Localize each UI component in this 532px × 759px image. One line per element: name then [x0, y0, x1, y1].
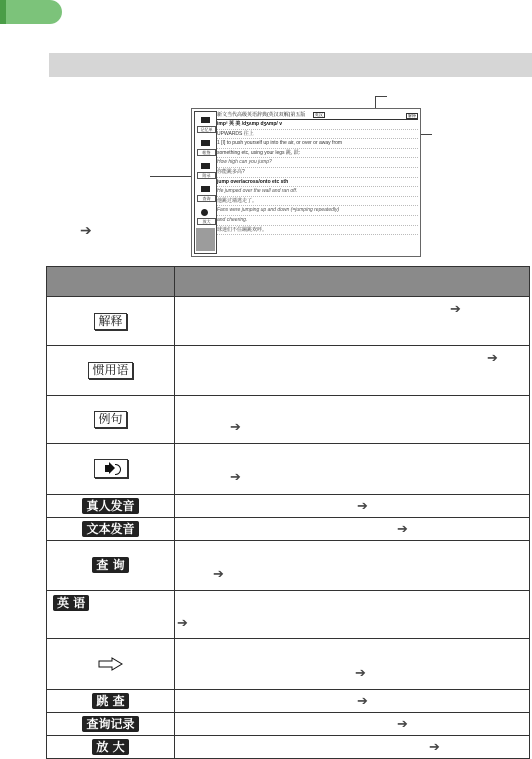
table-row — [47, 346, 530, 396]
icon-cell — [47, 540, 175, 591]
arrow-icon: ➔ — [397, 716, 408, 732]
zoom-key-icon: 放 大 — [92, 739, 128, 755]
description-cell — [175, 540, 530, 591]
dictionary-title: 新文当代高级英语辞典(英汉双解)第五版 — [217, 112, 306, 118]
explain-key-icon: 解释 — [94, 313, 126, 330]
callout-line-top-h — [375, 96, 387, 97]
toolbar-item-search[interactable] — [196, 185, 215, 203]
description-cell — [175, 591, 530, 639]
icon-cell — [47, 517, 175, 540]
english-key-icon: 英 语 — [53, 595, 89, 611]
description-cell — [175, 639, 530, 690]
table-row — [47, 395, 530, 443]
toolbar-label: 放大 — [197, 218, 216, 225]
magnifier-icon — [201, 209, 208, 216]
section-tab — [0, 0, 62, 24]
entry-lines — [217, 120, 418, 235]
table-row — [47, 591, 530, 639]
speaker-wave — [115, 464, 121, 475]
toolbar-label: 帐签 — [197, 149, 216, 156]
toolbar-item-appendix[interactable] — [196, 162, 215, 180]
arrow-icon: ➔ — [357, 693, 368, 709]
section-banner — [49, 53, 532, 77]
arrow-icon: ➔ — [80, 222, 92, 238]
description-cell — [175, 297, 530, 346]
dictionary-screen — [191, 108, 421, 257]
hollow-arrow-svg — [98, 657, 124, 671]
toolbar-item-zoom[interactable] — [196, 208, 215, 226]
example-key-icon: 例句 — [94, 411, 126, 428]
table-row — [47, 494, 530, 517]
entry-line: Fans were jumping up and down (=jumping repeatedly) — [217, 206, 418, 216]
callout-line-left — [150, 176, 191, 177]
icon-cell — [47, 591, 175, 639]
description-cell — [175, 494, 530, 517]
description-cell — [175, 395, 530, 443]
icon-cell — [47, 736, 175, 759]
table-row — [47, 639, 530, 690]
tts-key-icon: 文本发音 — [82, 521, 138, 537]
table-header-cell — [47, 267, 175, 297]
entry-line: 他跳过墙逃走了。 — [217, 197, 418, 207]
arrow-icon: ➔ — [230, 418, 241, 434]
book-icon — [201, 163, 210, 169]
description-cell — [175, 517, 530, 540]
toolbar-item-memo[interactable] — [196, 116, 215, 134]
toolbar-scroll-area[interactable] — [196, 228, 215, 251]
table-row — [47, 736, 530, 759]
entry-header — [217, 111, 418, 120]
human-voice-key-icon: 真人发音 — [82, 498, 138, 514]
arrow-icon: ➔ — [213, 565, 224, 581]
table-header-cell — [175, 267, 530, 297]
table-row — [47, 713, 530, 736]
idiom-key-icon: 惯用语 — [88, 362, 132, 379]
toolbar-label: 附录 — [197, 172, 216, 179]
pencil-icon — [201, 117, 210, 123]
entry-line: jump over/across/onto etc sth — [217, 178, 418, 188]
arrow-icon: ➔ — [230, 468, 241, 484]
speaker-body — [105, 465, 109, 472]
description-cell — [175, 443, 530, 494]
entry-line: something etc, using your legs 跳, 跃: — [217, 149, 418, 159]
history-key-icon: 查询记录 — [82, 716, 138, 732]
document-icon — [201, 186, 210, 192]
table-header-row — [47, 267, 530, 297]
search-key-icon: 查 询 — [92, 557, 128, 573]
side-tag[interactable]: 解释 — [408, 113, 416, 118]
jump-search-key-icon: 跳 查 — [92, 693, 128, 709]
icon-cell — [47, 395, 175, 443]
description-cell — [175, 346, 530, 396]
table-row — [47, 297, 530, 346]
speaker-icon — [94, 459, 128, 478]
toolbar-label: 记忆单 — [197, 126, 216, 133]
speaker-cone — [109, 462, 115, 474]
arrow-icon: ➔ — [397, 520, 408, 536]
arrow-icon: ➔ — [357, 497, 368, 513]
icon-cell — [47, 494, 175, 517]
entry-line: 1 [I] to push yourself up into the air, or over or away from — [217, 139, 418, 149]
entry-line: He jumped over the wall and ran off. — [217, 187, 418, 197]
entry-line: 你能跳多高? — [217, 168, 418, 178]
entry-content — [217, 111, 418, 254]
function-table — [46, 266, 530, 759]
table-row — [47, 517, 530, 540]
arrow-icon: ➔ — [487, 350, 498, 366]
table-row — [47, 540, 530, 591]
arrow-icon: ➔ — [450, 301, 461, 317]
icon-cell — [47, 443, 175, 494]
entry-line: imp² 英 美 /dʒʌmp dʒʌmp/ v — [217, 120, 418, 130]
arrow-icon: ➔ — [429, 739, 440, 754]
description-cell — [175, 713, 530, 736]
arrow-icon: ➔ — [177, 615, 188, 631]
table-row — [47, 690, 530, 713]
hollow-arrow-icon — [98, 657, 124, 671]
screen-toolbar — [194, 111, 217, 254]
description-cell — [175, 690, 530, 713]
bookmark-icon — [201, 140, 210, 146]
icon-cell — [47, 297, 175, 346]
description-cell — [175, 736, 530, 759]
table-row — [47, 443, 530, 494]
entry-line: 球迷们不住蹦跳欢呼。 — [217, 226, 418, 236]
icon-cell — [47, 713, 175, 736]
entry-line: UPWARDS 往上 — [217, 130, 418, 140]
toolbar-item-bookmark[interactable] — [196, 139, 215, 157]
icon-cell — [47, 346, 175, 396]
entry-line: and cheering. — [217, 216, 418, 226]
icon-cell — [47, 690, 175, 713]
toolbar-label: 查询 — [197, 195, 216, 202]
entry-line: How high can you jump? — [217, 158, 418, 168]
icon-cell — [47, 639, 175, 690]
arrow-icon: ➔ — [355, 665, 366, 681]
header-tag: 英汉 — [314, 112, 323, 117]
